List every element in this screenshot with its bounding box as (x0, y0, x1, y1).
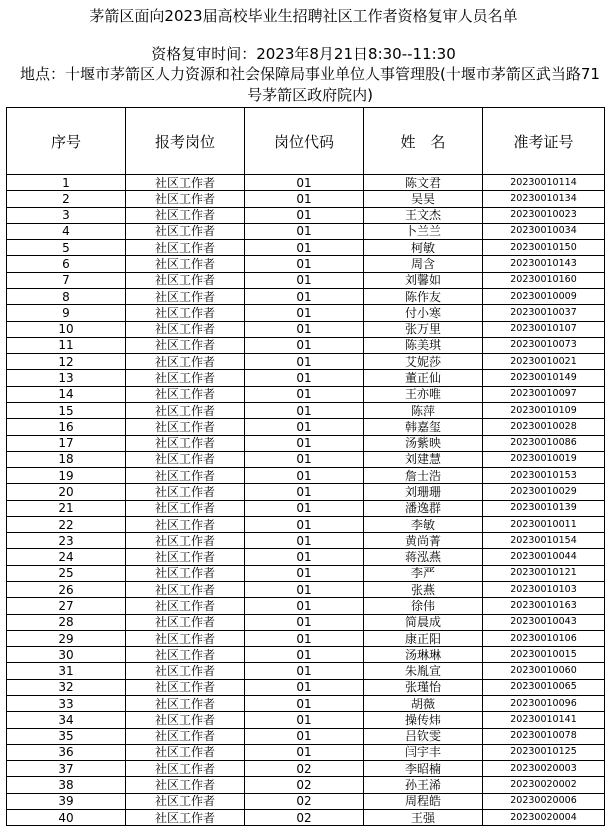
cell-position-code: 01 (245, 728, 364, 744)
cell-name: 周含 (364, 256, 483, 272)
cell-seq: 22 (7, 516, 126, 532)
cell-position-code: 01 (245, 516, 364, 532)
cell-position: 社区工作者 (126, 809, 245, 825)
header-exam-number: 准考证号 (483, 108, 605, 175)
table-header-row (7, 108, 605, 175)
cell-position: 社区工作者 (126, 630, 245, 646)
cell-position: 社区工作者 (126, 256, 245, 272)
cell-position: 社区工作者 (126, 175, 245, 191)
table-row (7, 500, 605, 516)
cell-position-code: 02 (245, 777, 364, 793)
cell-name: 陈萍 (364, 402, 483, 418)
cell-exam-number: 20230010028 (483, 419, 605, 435)
cell-seq: 5 (7, 240, 126, 256)
cell-position: 社区工作者 (126, 402, 245, 418)
cell-seq: 12 (7, 354, 126, 370)
table-row (7, 207, 605, 223)
table-row (7, 630, 605, 646)
cell-name: 韩嘉玺 (364, 419, 483, 435)
cell-seq: 36 (7, 744, 126, 760)
cell-position-code: 01 (245, 549, 364, 565)
cell-name: 卜兰兰 (364, 223, 483, 239)
cell-position-code: 01 (245, 468, 364, 484)
cell-position: 社区工作者 (126, 223, 245, 239)
cell-seq: 8 (7, 288, 126, 304)
cell-exam-number: 20230010163 (483, 598, 605, 614)
table-row (7, 582, 605, 598)
cell-position-code: 01 (245, 582, 364, 598)
cell-position-code: 01 (245, 321, 364, 337)
cell-position: 社区工作者 (126, 744, 245, 760)
cell-position: 社区工作者 (126, 582, 245, 598)
table-row (7, 256, 605, 272)
cell-position-code: 01 (245, 272, 364, 288)
cell-exam-number: 20230010153 (483, 468, 605, 484)
cell-position-code: 01 (245, 696, 364, 712)
cell-position: 社区工作者 (126, 337, 245, 353)
table-row (7, 533, 605, 549)
table-row (7, 728, 605, 744)
cell-position-code: 01 (245, 630, 364, 646)
cell-exam-number: 20230010114 (483, 175, 605, 191)
cell-seq: 17 (7, 435, 126, 451)
cell-position: 社区工作者 (126, 288, 245, 304)
table-row (7, 337, 605, 353)
cell-name: 李昭楠 (364, 761, 483, 777)
page-title: 茅箭区面向2023届高校毕业生招聘社区工作者资格复审人员名单 (89, 7, 518, 25)
cell-exam-number: 20230020002 (483, 777, 605, 793)
cell-exam-number: 20230010160 (483, 272, 605, 288)
cell-name: 李严 (364, 565, 483, 581)
cell-name: 操传炜 (364, 712, 483, 728)
cell-exam-number: 20230010106 (483, 630, 605, 646)
cell-name: 刘珊珊 (364, 484, 483, 500)
cell-exam-number: 20230010034 (483, 223, 605, 239)
cell-name: 王亦唯 (364, 386, 483, 402)
cell-position: 社区工作者 (126, 663, 245, 679)
cell-name: 徐伟 (364, 598, 483, 614)
cell-position-code: 01 (245, 240, 364, 256)
cell-position-code: 02 (245, 809, 364, 825)
cell-exam-number: 20230020003 (483, 761, 605, 777)
cell-seq: 10 (7, 321, 126, 337)
table-row (7, 663, 605, 679)
cell-name: 王文杰 (364, 207, 483, 223)
cell-position: 社区工作者 (126, 761, 245, 777)
table-row (7, 516, 605, 532)
cell-position-code: 01 (245, 402, 364, 418)
cell-position-code: 01 (245, 614, 364, 630)
table-row (7, 712, 605, 728)
table-row (7, 468, 605, 484)
cell-position-code: 01 (245, 679, 364, 695)
cell-exam-number: 20230010107 (483, 321, 605, 337)
cell-position-code: 01 (245, 370, 364, 386)
cell-name: 张燕 (364, 582, 483, 598)
cell-seq: 26 (7, 582, 126, 598)
cell-name: 闫宇丰 (364, 744, 483, 760)
cell-seq: 34 (7, 712, 126, 728)
cell-name: 陈文君 (364, 175, 483, 191)
cell-seq: 37 (7, 761, 126, 777)
table-row (7, 761, 605, 777)
cell-position: 社区工作者 (126, 614, 245, 630)
cell-exam-number: 20230010096 (483, 696, 605, 712)
cell-position: 社区工作者 (126, 679, 245, 695)
cell-position-code: 01 (245, 175, 364, 191)
cell-exam-number: 20230010029 (483, 484, 605, 500)
cell-position-code: 01 (245, 223, 364, 239)
cell-name: 胡薇 (364, 696, 483, 712)
cell-exam-number: 20230010109 (483, 402, 605, 418)
cell-seq: 29 (7, 630, 126, 646)
cell-position: 社区工作者 (126, 533, 245, 549)
table-row (7, 370, 605, 386)
cell-exam-number: 20230010023 (483, 207, 605, 223)
table-row (7, 175, 605, 191)
cell-name: 潘逸群 (364, 500, 483, 516)
cell-seq: 19 (7, 468, 126, 484)
cell-position: 社区工作者 (126, 435, 245, 451)
cell-position-code: 02 (245, 761, 364, 777)
table-row (7, 386, 605, 402)
table-row (7, 419, 605, 435)
cell-position-code: 01 (245, 207, 364, 223)
cell-seq: 40 (7, 809, 126, 825)
cell-name: 张万里 (364, 321, 483, 337)
cell-position: 社区工作者 (126, 500, 245, 516)
cell-position: 社区工作者 (126, 777, 245, 793)
cell-name: 汤紫映 (364, 435, 483, 451)
cell-exam-number: 20230020004 (483, 809, 605, 825)
cell-name: 黄尚菁 (364, 533, 483, 549)
table-row (7, 777, 605, 793)
review-time: 资格复审时间：2023年8月21日8:30--11:30 (151, 45, 456, 63)
cell-seq: 1 (7, 175, 126, 191)
cell-name: 简晨成 (364, 614, 483, 630)
cell-position: 社区工作者 (126, 191, 245, 207)
cell-exam-number: 20230010019 (483, 451, 605, 467)
cell-seq: 11 (7, 337, 126, 353)
cell-position-code: 01 (245, 647, 364, 663)
cell-position-code: 01 (245, 533, 364, 549)
cell-exam-number: 20230010143 (483, 256, 605, 272)
cell-name: 蒋泓燕 (364, 549, 483, 565)
cell-seq: 18 (7, 451, 126, 467)
cell-exam-number: 20230010078 (483, 728, 605, 744)
cell-name: 汤琳琳 (364, 647, 483, 663)
table-row (7, 679, 605, 695)
cell-exam-number: 20230010060 (483, 663, 605, 679)
cell-exam-number: 20230010121 (483, 565, 605, 581)
cell-position: 社区工作者 (126, 354, 245, 370)
cell-seq: 7 (7, 272, 126, 288)
table-row (7, 598, 605, 614)
cell-seq: 15 (7, 402, 126, 418)
table-row (7, 305, 605, 321)
table-row (7, 354, 605, 370)
cell-exam-number: 20230010125 (483, 744, 605, 760)
header-seq: 序号 (7, 108, 126, 175)
cell-exam-number: 20230010086 (483, 435, 605, 451)
cell-position-code: 01 (245, 354, 364, 370)
cell-exam-number: 20230010009 (483, 288, 605, 304)
cell-exam-number: 20230020006 (483, 793, 605, 809)
table-row (7, 288, 605, 304)
cell-position: 社区工作者 (126, 565, 245, 581)
table-row (7, 402, 605, 418)
cell-position: 社区工作者 (126, 386, 245, 402)
cell-exam-number: 20230010154 (483, 533, 605, 549)
cell-exam-number: 20230010037 (483, 305, 605, 321)
cell-name: 朱胤宣 (364, 663, 483, 679)
table-row (7, 240, 605, 256)
cell-position: 社区工作者 (126, 549, 245, 565)
header-position: 报考岗位 (126, 108, 245, 175)
cell-position: 社区工作者 (126, 207, 245, 223)
cell-seq: 32 (7, 679, 126, 695)
table-row (7, 549, 605, 565)
cell-seq: 16 (7, 419, 126, 435)
cell-position-code: 01 (245, 337, 364, 353)
cell-name: 周程皓 (364, 793, 483, 809)
cell-position-code: 01 (245, 256, 364, 272)
cell-seq: 20 (7, 484, 126, 500)
table-row (7, 191, 605, 207)
cell-position: 社区工作者 (126, 451, 245, 467)
cell-position: 社区工作者 (126, 793, 245, 809)
cell-position: 社区工作者 (126, 516, 245, 532)
cell-seq: 25 (7, 565, 126, 581)
cell-seq: 14 (7, 386, 126, 402)
table-row (7, 435, 605, 451)
cell-position: 社区工作者 (126, 370, 245, 386)
cell-exam-number: 20230010150 (483, 240, 605, 256)
table-row (7, 484, 605, 500)
cell-seq: 30 (7, 647, 126, 663)
cell-seq: 9 (7, 305, 126, 321)
cell-name: 董正仙 (364, 370, 483, 386)
cell-exam-number: 20230010011 (483, 516, 605, 532)
cell-name: 孙王浠 (364, 777, 483, 793)
cell-position-code: 01 (245, 744, 364, 760)
cell-name: 詹士浩 (364, 468, 483, 484)
cell-exam-number: 20230010021 (483, 354, 605, 370)
cell-position-code: 02 (245, 793, 364, 809)
cell-position: 社区工作者 (126, 468, 245, 484)
cell-position: 社区工作者 (126, 305, 245, 321)
cell-name: 付小寒 (364, 305, 483, 321)
table-row (7, 809, 605, 825)
cell-seq: 2 (7, 191, 126, 207)
cell-position: 社区工作者 (126, 321, 245, 337)
cell-exam-number: 20230010043 (483, 614, 605, 630)
cell-seq: 31 (7, 663, 126, 679)
cell-position: 社区工作者 (126, 712, 245, 728)
cell-seq: 28 (7, 614, 126, 630)
cell-name: 王强 (364, 809, 483, 825)
cell-seq: 39 (7, 793, 126, 809)
table-row (7, 793, 605, 809)
cell-exam-number: 20230010139 (483, 500, 605, 516)
table-row (7, 744, 605, 760)
cell-position-code: 01 (245, 435, 364, 451)
cell-exam-number: 20230010141 (483, 712, 605, 728)
cell-exam-number: 20230010149 (483, 370, 605, 386)
cell-position-code: 01 (245, 191, 364, 207)
cell-position: 社区工作者 (126, 419, 245, 435)
cell-position: 社区工作者 (126, 647, 245, 663)
cell-position-code: 01 (245, 305, 364, 321)
cell-position: 社区工作者 (126, 484, 245, 500)
cell-exam-number: 20230010073 (483, 337, 605, 353)
cell-position: 社区工作者 (126, 696, 245, 712)
header-name: 姓 名 (364, 108, 483, 175)
cell-position-code: 01 (245, 663, 364, 679)
cell-seq: 3 (7, 207, 126, 223)
cell-name: 刘建慧 (364, 451, 483, 467)
cell-exam-number: 20230010015 (483, 647, 605, 663)
cell-seq: 6 (7, 256, 126, 272)
cell-seq: 4 (7, 223, 126, 239)
cell-name: 张瑾怡 (364, 679, 483, 695)
cell-seq: 35 (7, 728, 126, 744)
review-location: 地点：十堰市茅箭区人力资源和社会保障局事业单位人事管理股(十堰市茅箭区武当路71号茅箭区政府院内) (20, 65, 600, 104)
cell-seq: 38 (7, 777, 126, 793)
table-row (7, 272, 605, 288)
table-body (7, 175, 605, 826)
cell-exam-number: 20230010134 (483, 191, 605, 207)
cell-name: 陈美琪 (364, 337, 483, 353)
cell-exam-number: 20230010044 (483, 549, 605, 565)
cell-seq: 13 (7, 370, 126, 386)
cell-exam-number: 20230010097 (483, 386, 605, 402)
cell-seq: 27 (7, 598, 126, 614)
cell-name: 李敏 (364, 516, 483, 532)
cell-name: 吕钦雯 (364, 728, 483, 744)
cell-name: 柯敏 (364, 240, 483, 256)
table-row (7, 451, 605, 467)
cell-position: 社区工作者 (126, 240, 245, 256)
cell-exam-number: 20230010103 (483, 582, 605, 598)
cell-seq: 21 (7, 500, 126, 516)
cell-position-code: 01 (245, 288, 364, 304)
table-row (7, 565, 605, 581)
table-row (7, 223, 605, 239)
cell-name: 艾妮莎 (364, 354, 483, 370)
table-row (7, 647, 605, 663)
cell-position-code: 01 (245, 598, 364, 614)
cell-position-code: 01 (245, 386, 364, 402)
cell-position: 社区工作者 (126, 598, 245, 614)
header-position-code: 岗位代码 (245, 108, 364, 175)
cell-name: 康正阳 (364, 630, 483, 646)
cell-position-code: 01 (245, 712, 364, 728)
table-row (7, 696, 605, 712)
cell-position: 社区工作者 (126, 728, 245, 744)
cell-seq: 24 (7, 549, 126, 565)
table-row (7, 614, 605, 630)
cell-seq: 23 (7, 533, 126, 549)
candidate-table (6, 107, 605, 826)
cell-position-code: 01 (245, 419, 364, 435)
table-row (7, 321, 605, 337)
cell-position-code: 01 (245, 500, 364, 516)
cell-name: 吴昊 (364, 191, 483, 207)
cell-exam-number: 20230010065 (483, 679, 605, 695)
cell-position-code: 01 (245, 565, 364, 581)
cell-position-code: 01 (245, 451, 364, 467)
cell-position-code: 01 (245, 484, 364, 500)
cell-position: 社区工作者 (126, 272, 245, 288)
cell-name: 刘馨如 (364, 272, 483, 288)
cell-name: 陈作友 (364, 288, 483, 304)
cell-seq: 33 (7, 696, 126, 712)
